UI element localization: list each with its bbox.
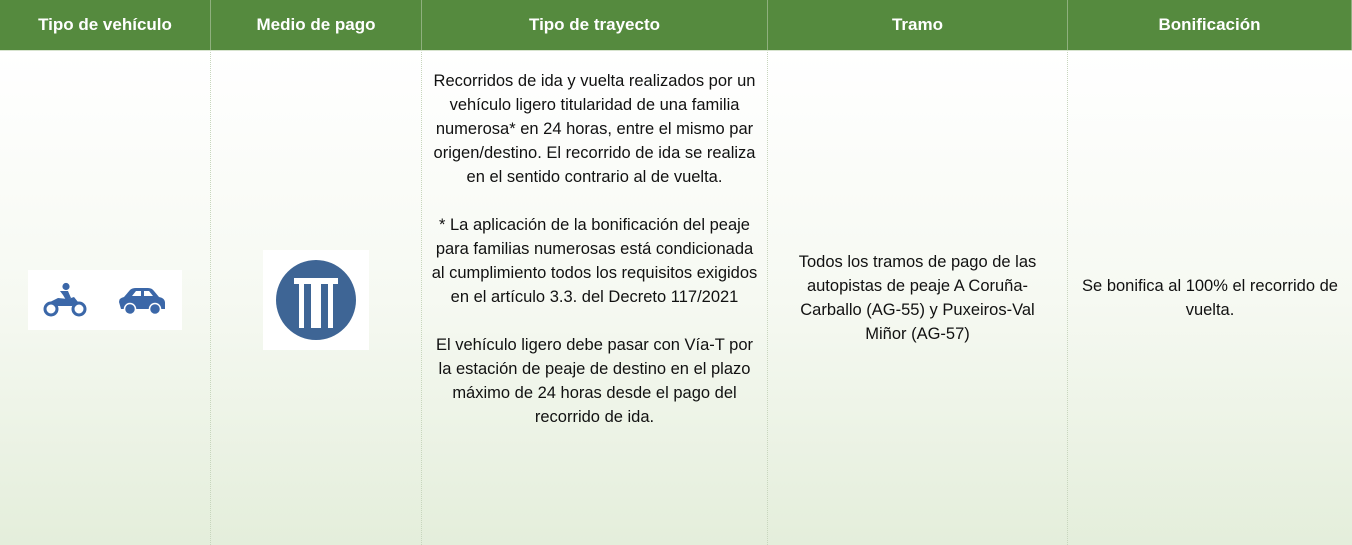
trayecto-footnote: * La aplicación de la bonificación del peaje para familias numerosas está condicionada al cumplimiento todos los requisitos exigidos en el artículo 3.3. del Decreto 117/2021: [431, 216, 758, 306]
trayecto-condition: El vehículo ligero debe pasar con Vía-T por la estación de peaje de destino en el plazo máximo de 24 horas desde el pago del recorrido de ida.: [435, 336, 754, 426]
cell-tipo-trayecto: [422, 50, 768, 545]
header-medio-pago: Medio de pago: [211, 0, 422, 50]
cell-tipo-vehiculo: [0, 50, 211, 545]
trayecto-description: Recorridos de ida y vuelta realizados por un vehículo ligero titularidad de una familia numerosa* en 24 horas, entre el mismo par origen/destino. El recorrido de ida se realiza en el sentido contrario al de vuelta.: [433, 72, 756, 186]
vehicle-icons: [28, 270, 182, 330]
cell-tramo: Todos los tramos de pago de las autopistas de peaje A Coruña-Carballo (AG-55) y Puxeiros-Val Miñor (AG-57): [768, 50, 1068, 545]
header-tramo: Tramo: [768, 0, 1068, 50]
header-bonificacion: Bonificación: [1068, 0, 1352, 50]
cell-bonificacion: Se bonifica al 100% el recorrido de vuelta.: [1068, 50, 1352, 545]
via-t-logo: [275, 259, 357, 341]
motorcycle-icon: [42, 282, 88, 318]
header-tipo-trayecto: Tipo de trayecto: [422, 0, 768, 50]
payment-box: [263, 250, 369, 350]
cell-medio-pago: [211, 50, 422, 545]
car-icon: [116, 284, 168, 316]
header-tipo-vehiculo: Tipo de vehículo: [0, 0, 211, 50]
